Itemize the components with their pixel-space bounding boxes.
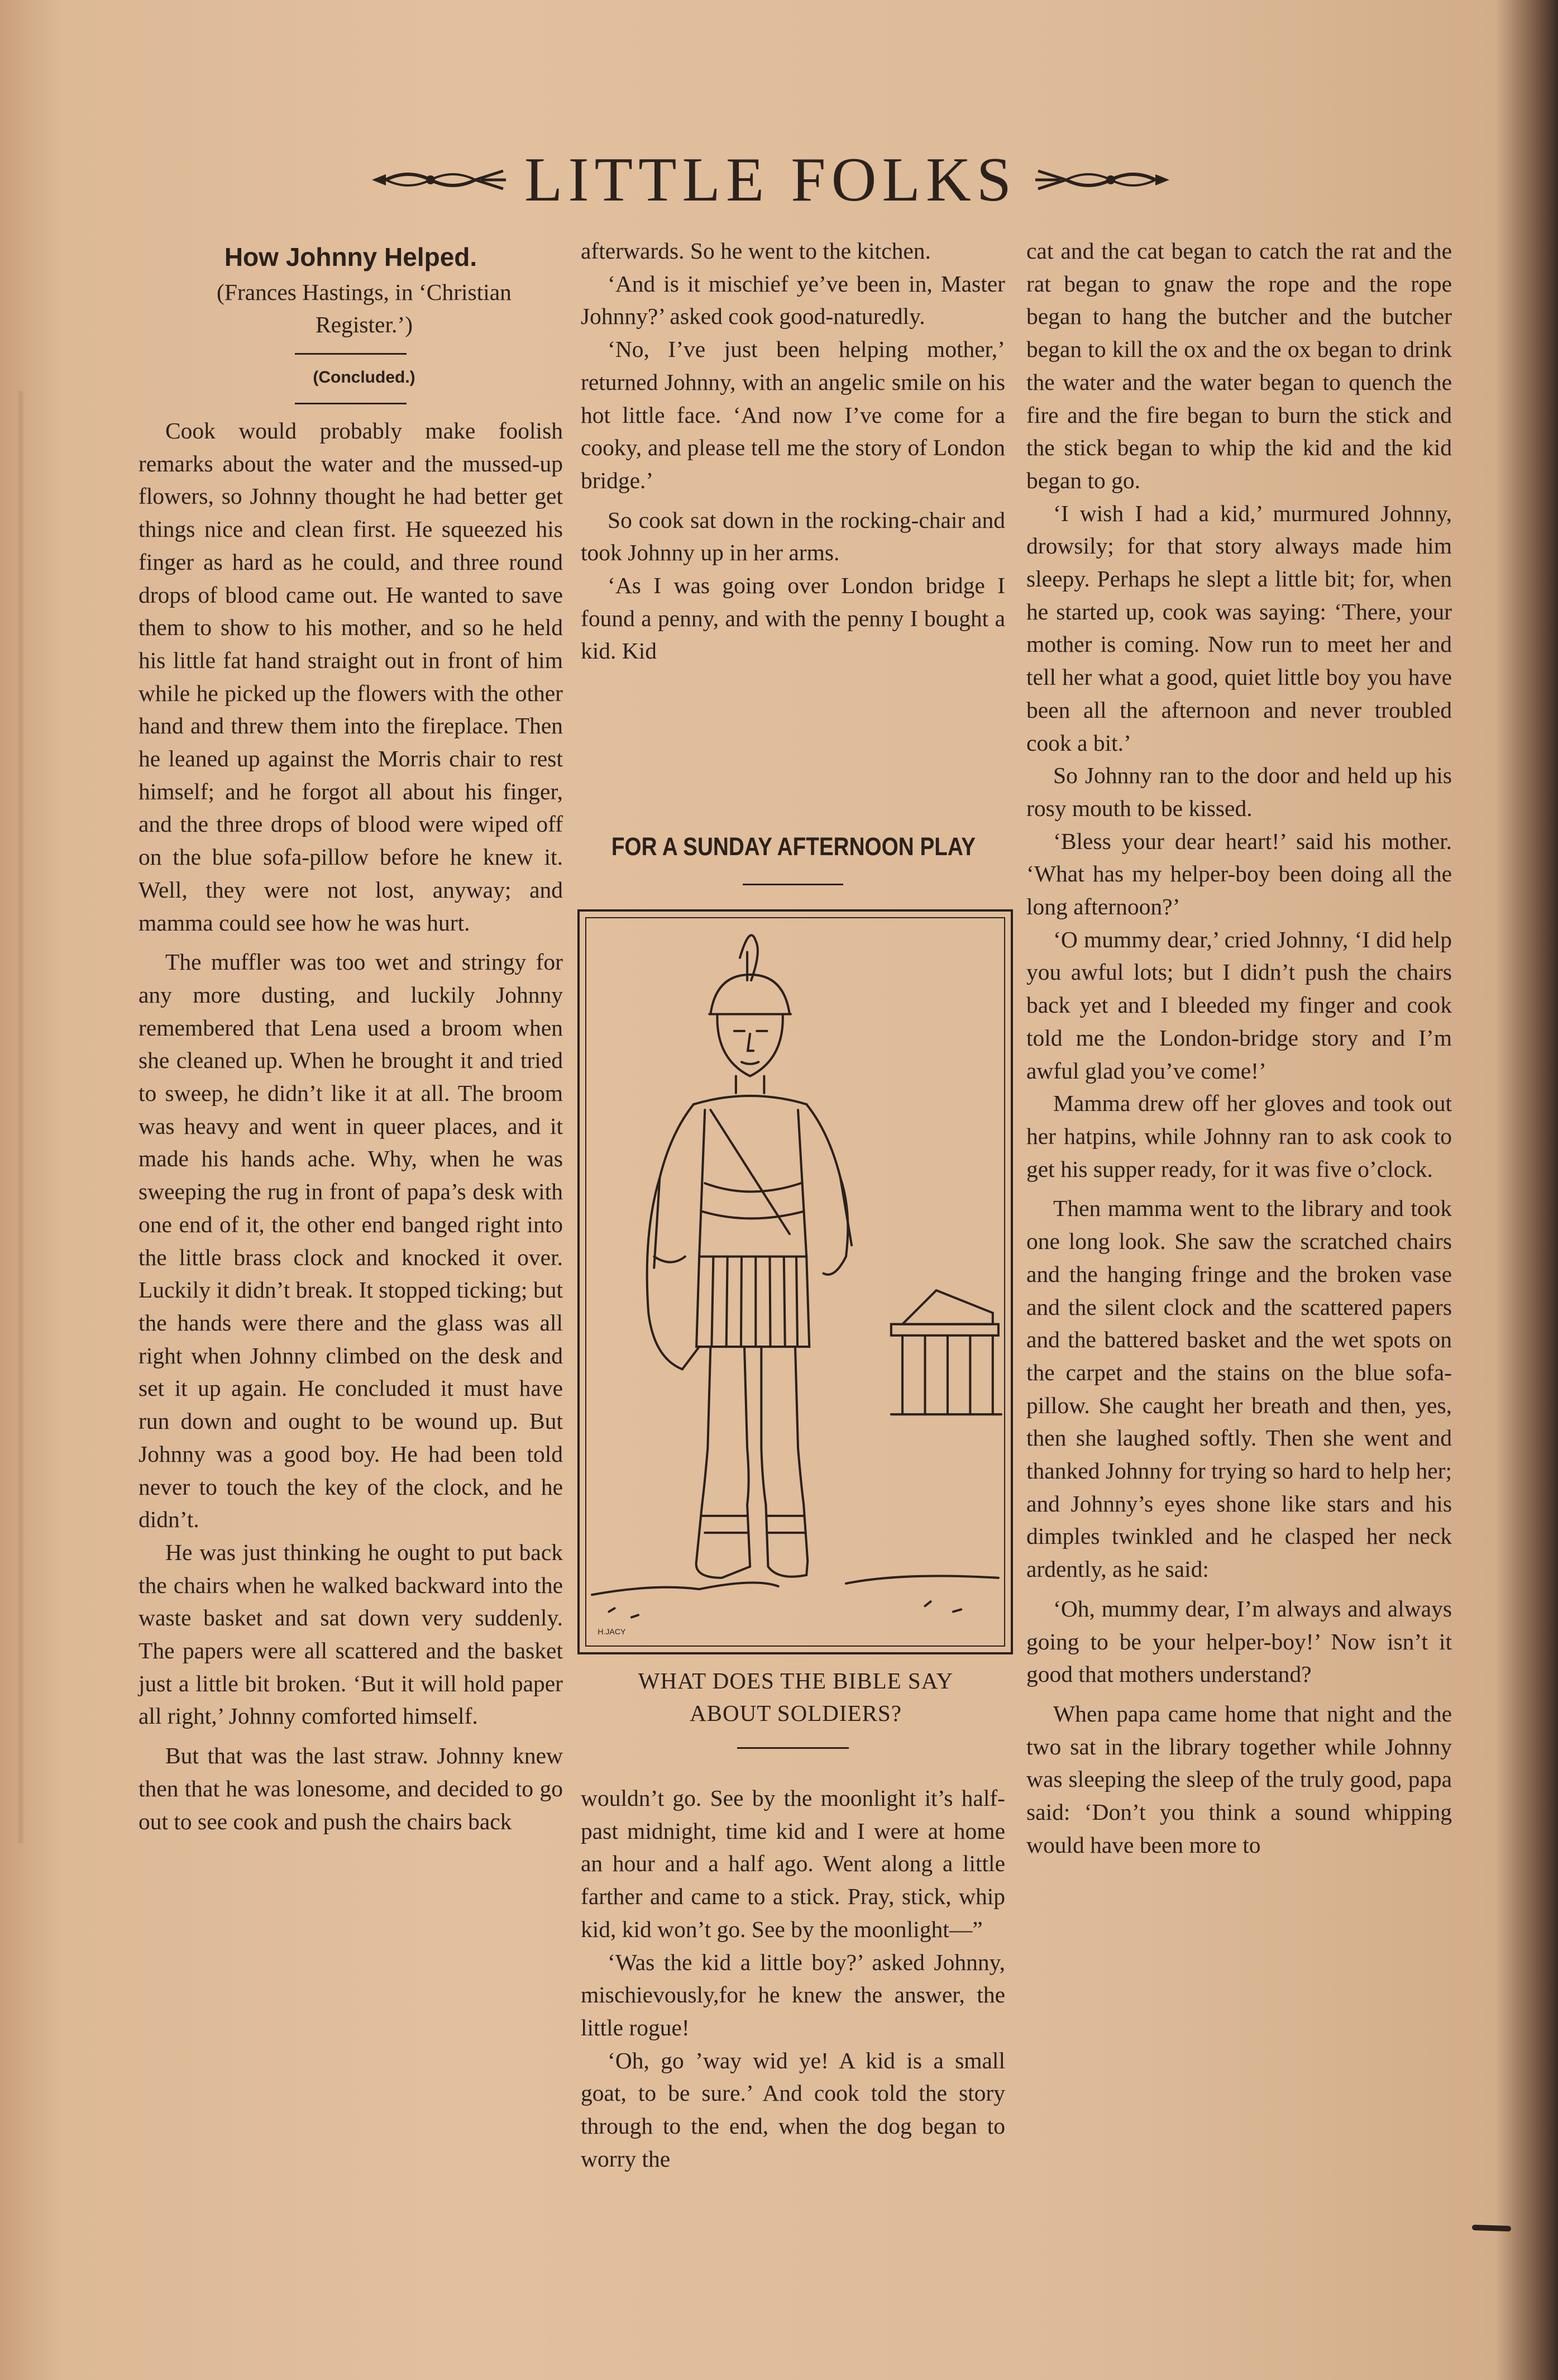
- question-rule: [737, 1747, 849, 1749]
- left-ornament-icon: [369, 163, 509, 197]
- sunday-play-rule: [743, 884, 843, 885]
- story-byline-line-1: (Frances Hastings, in ‘Christian: [217, 279, 512, 305]
- story-paragraph: afterwards. So he went to the kitchen.: [581, 238, 931, 264]
- story-paragraph: But that was the last straw. Johnny knew then that he was lonesome, and decided to go out to see cook and push the chairs back: [138, 1743, 563, 1834]
- story-byline-line-2: Register.’): [315, 312, 413, 337]
- column-1: [138, 235, 563, 1838]
- column-2-bottom: [581, 1782, 1005, 2175]
- story-paragraph: The muffler was too wet and stringy for any more dusting, and luckily Johnny remembered that Lena used a broom when she cleaned up. When he brought it and tried to sweep, he didn’t like it at all. The broom was heavy and went in queer places, and it made his hands ache. Why, when he was sweeping the rug in front of papa’s desk with one end of it, the other end banged right into the little brass clock and knocked it over. Luckily it didn’t break. It stopped ticking; but the hands were there and the glass was all right when Johnny climbed on the desk and set it up again. He concluded it must have run down and ought to be wound up. But Johnny was a good boy. He had been told never to touch the key of the clock, and he didn’t.: [138, 949, 563, 1533]
- story-paragraph: ‘Bless your dear heart!’ said his mother. ‘What has my helper-boy been doing all the long afternoon?’: [1026, 828, 1452, 920]
- story-paragraph: ‘Oh, go ’way wid ye! A kid is a small goat, to be sure.’ And cook told the story through to the end, when the dog began to worry the: [581, 2047, 1005, 2172]
- soldier-illustration: [577, 909, 1013, 1654]
- story-paragraph: ‘O mummy dear,’ cried Johnny, ‘I did help you awful lots; but I didn’t push the chairs back yet and I bleeded my finger and cook told me the London-bridge story and I’m awful glad you’ve come!’: [1026, 926, 1452, 1084]
- masthead: [313, 146, 1229, 213]
- story-paragraph: So cook sat down in the rocking-chair and took Johnny up in her arms.: [581, 507, 1005, 566]
- column-2-top: [581, 235, 1005, 667]
- page-fold-shadow: [17, 391, 25, 1843]
- sunday-play-heading: FOR A SUNDAY AFTERNOON PLAY: [611, 832, 976, 861]
- illustration-inner-frame: [585, 917, 1005, 1647]
- story-paragraph: Cook would probably make foolish remarks about the water and the mussed-up flowers, so Johnny thought he had better get things nice and clean first. He squeezed his finger as hard as he could, and three round drops of blood came out. He wanted to save them to show to his mother, and so he held his little fat hand straight out in front of him while he picked up the flowers with the other hand and threw them into the fireplace. Then he leaned up against the Morris chair to rest himself; and he forgot all about his finger, and the three drops of blood were wiped off on the blue sofa-pillow before he knew it. Well, they were not lost, anyway; and mamma could see how he was hurt.: [138, 418, 563, 936]
- story-paragraph: cat and the cat began to catch the rat and the rat began to gnaw the rope and the rope began to hang the butcher and the butcher began to kill the ox and the ox began to drink the water and the water began to quench the fire and the fire began to burn the stick and the stick began to whip the kid and the kid began to go.: [1026, 238, 1452, 493]
- story-paragraph: ‘No, I’ve just been helping mother,’ returned Johnny, with an angelic smile on his hot little face. ‘And now I’ve come for a cooky, and please tell me the story of London bridge.’: [581, 336, 1005, 493]
- story-paragraph: So Johnny ran to the door and held up his rosy mouth to be kissed.: [1026, 762, 1452, 821]
- story-paragraph: ‘And is it mischief ye’ve been in, Master Johnny?’ asked cook good-naturedly.: [581, 270, 1005, 330]
- column-3: [1026, 235, 1452, 1861]
- story-paragraph: ‘Oh, mummy dear, I’m always and always going to be your helper-boy!’ Now isn’t it good that mothers understand?: [1026, 1595, 1452, 1687]
- byline-rule: [295, 353, 407, 355]
- masthead-title: LITTLE FOLKS: [524, 145, 1017, 214]
- story-paragraph: ‘I wish I had a kid,’ murmured Johnny, drowsily; for that story always made him sleepy. Perhaps he slept a little bit; for, when he started up, cook was saying: ‘There, your mother is coming. Now run to meet her and tell her what a good, quiet little boy you have been all the afternoon and never troubled cook a bit.’: [1026, 500, 1452, 756]
- story-paragraph: ‘Was the kid a little boy?’ asked Johnny, mischievously,for he knew the answer, the little rogue!: [581, 1949, 1005, 2040]
- concluded-rule: [295, 403, 407, 404]
- story-paragraph: ‘As I was going over London bridge I found a penny, and with the penny I bought a kid. Kid: [581, 573, 1005, 664]
- artist-signature: H.JACY: [598, 1627, 626, 1636]
- concluded-note: (Concluded.): [313, 368, 415, 387]
- roman-soldier-illustration: [586, 918, 1004, 1646]
- story-paragraph: When papa came home that night and the two sat in the library together while Johnny was sleeping the sleep of the truly good, papa said: ‘Don’t you think a sound whipping would have been more to: [1026, 1700, 1452, 1858]
- right-ornament-icon: [1033, 163, 1172, 197]
- story-paragraph: Mamma drew off her gloves and took out her hatpins, while Johnny ran to ask cook to get his supper ready, for it was five o’clock.: [1026, 1090, 1452, 1182]
- story-title: How Johnny Helped.: [224, 242, 477, 271]
- story-paragraph: He was just thinking he ought to put back the chairs when he walked backward into the waste basket and sat down very suddenly. The papers were all scattered and the basket just a little bit broken. ‘But it will hold paper all right,’ Johnny comforted himself.: [138, 1539, 563, 1729]
- continuation-dash: [1472, 2225, 1511, 2231]
- question-line-1: WHAT DOES THE BIBLE SAY: [638, 1668, 954, 1694]
- question-line-2: ABOUT SOLDIERS?: [690, 1700, 902, 1726]
- story-paragraph: wouldn’t go. See by the moonlight it’s half-past midnight, time kid and I were at home an hour and a half ago. Went along a little farther and came to a stick. Pray, stick, whip kid, kid won’t go. See by the moonlight—”: [581, 1785, 1005, 1942]
- story-paragraph: Then mamma went to the library and took one long look. She saw the scratched chairs and the hanging fringe and the broken vase and the silent clock and the scattered papers and the battered basket and the wet spots on the carpet and the stains on the blue sofa-pillow. She caught her breath and then, yes, then she laughed softly. Then she went and thanked Johnny for trying so hard to help her; and Johnny’s eyes shone like stars and his dimples twinkled and he clasped her neck ardently, as he said:: [1026, 1195, 1452, 1582]
- illustration-question: [581, 1664, 1011, 1729]
